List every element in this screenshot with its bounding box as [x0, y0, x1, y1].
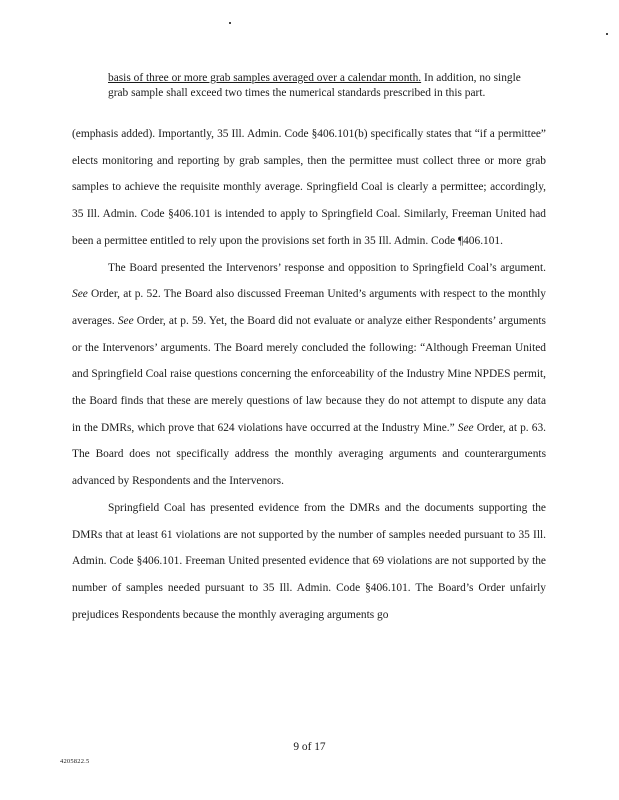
paragraph-2-text-2: Order, at p. 52. The Board also discussed Freeman United’s arguments with respect to the monthly averages. [72, 288, 546, 327]
quote-underlined-text: basis of three or more grab samples averaged over a calendar month. [108, 72, 422, 84]
body-text [72, 121, 546, 628]
citation-see: See [72, 288, 88, 301]
paragraph-2-text-3: Order, at p. 59. Yet, the Board did not evaluate or analyze either Respondents’ arguments or the Intervenors’ arguments. The Board merely concluded the following: “Although Freeman United and Springfield Coal raise questions concerning the enforceability of the Industry Mine NPDES permit, the Board finds that these are merely questions of law because they do not attempt to dispute any data in the DMRs, which prove that 624 violations have occurred at the Industry Mine.” [72, 314, 546, 434]
scan-speck [606, 33, 608, 35]
document-id: 4205822.5 [60, 758, 90, 765]
quote-text-line1: In addition, [421, 72, 477, 84]
paragraph-1: (emphasis added). Importantly, 35 Ill. Admin. Code §406.101(b) specifically states that “if a permittee” elects monitoring and reporting by grab samples, then the permittee must collect three or more grab samples to achieve the requisite monthly average. Springfield Coal is clearly a permittee; accordingly, 35 Ill. Admin. Code §406.101 is intended to apply to Springfield Coal. Similarly, Freeman United had been a permittee entitled to rely upon the provisions set forth in 35 Ill. Admin. Code ¶406.101. [72, 128, 546, 247]
block-quote [108, 71, 528, 100]
citation-see: See [457, 421, 474, 434]
paragraph-2 [72, 255, 546, 495]
citation-see: See [117, 314, 134, 327]
scan-speck [229, 22, 231, 24]
quote-text-rest: no single grab sample shall exceed two times the numerical standards prescribed in this part. [108, 72, 521, 99]
paragraph-2-text-4: Order, at p. 63. The Board does not specifically address the monthly averaging arguments and counterarguments advanced by Respondents and the Intervenors. [72, 421, 546, 488]
paragraph-3: Springfield Coal has presented evidence from the DMRs and the documents supporting the DMRs that at least 61 violations are not supported by the number of samples needed pursuant to 35 Ill. Admin. Code §406.101. Freeman United presented evidence that 69 violations are not supported by the number of samples needed pursuant to 35 Ill. Admin. Code §406.101. The Board’s Order unfairly prejudices Respondents because the monthly averaging arguments go [72, 501, 546, 621]
page-number: 9 of 17 [293, 741, 326, 753]
paragraph-2-text-1: The Board presented the Intervenors’ response and opposition to Springfield Coal’s argument. [108, 261, 546, 274]
block-quote-text [108, 71, 528, 100]
